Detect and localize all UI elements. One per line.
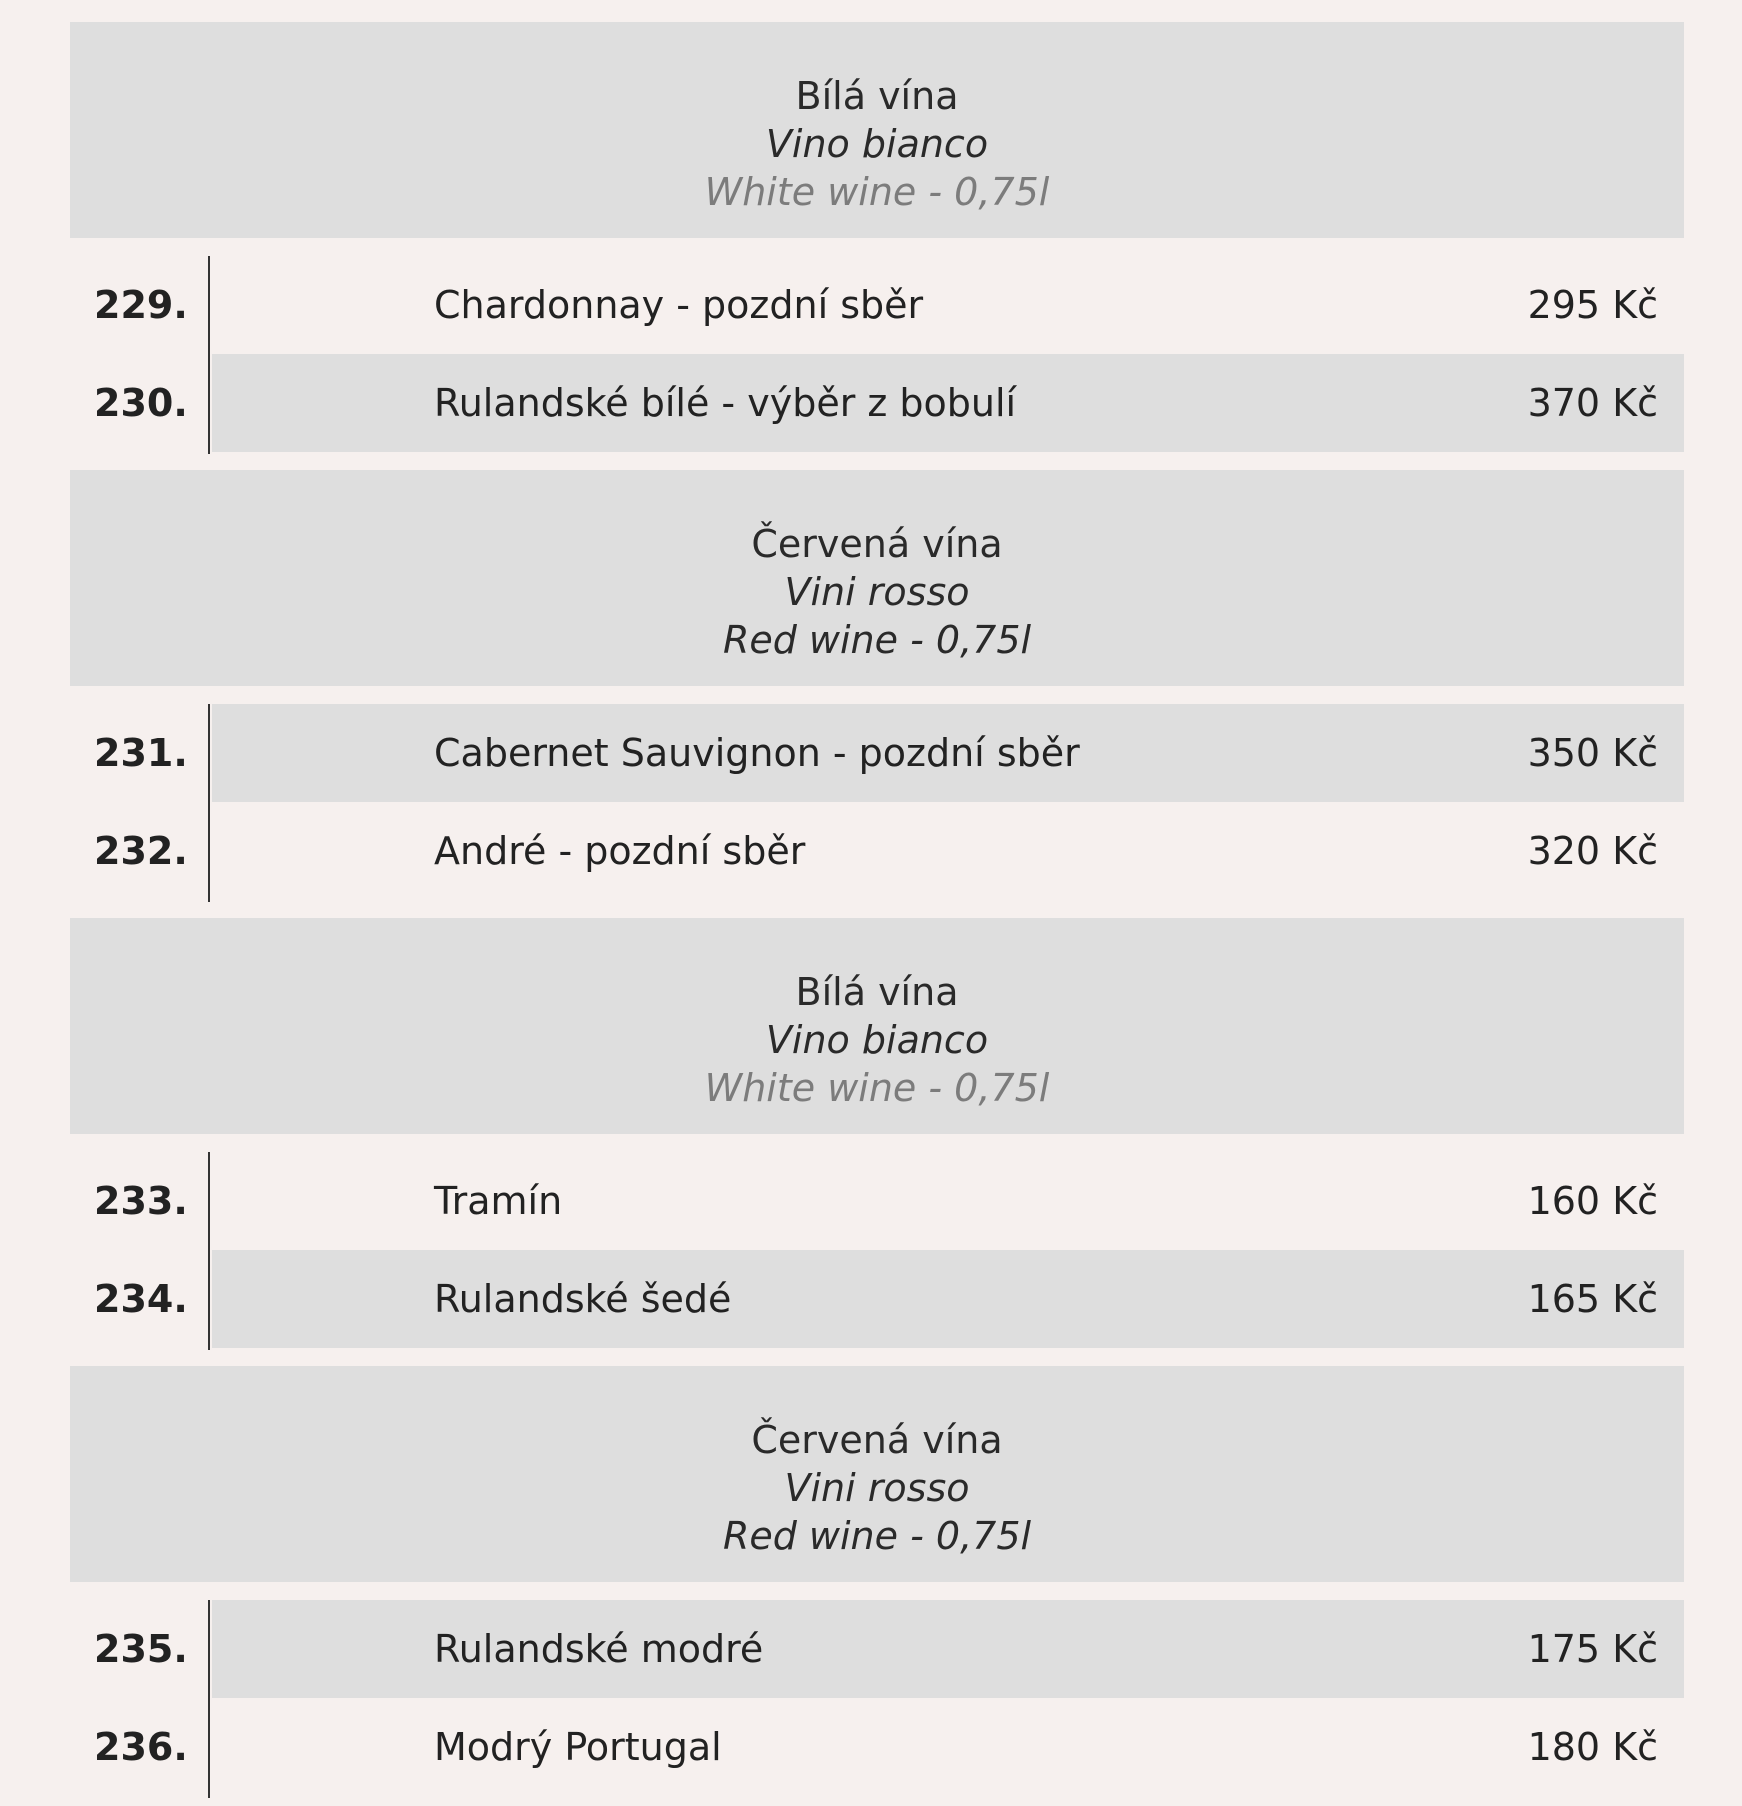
row-band: [212, 1250, 1684, 1348]
menu-item: [70, 802, 1684, 900]
item-name: Rulandské modré: [434, 1627, 764, 1671]
section-title-it: Vino bianco: [765, 122, 989, 166]
menu-item: [70, 1152, 1684, 1250]
menu-item: [70, 354, 1684, 452]
section-title-it: Vini rosso: [784, 1466, 970, 1510]
item-name: Rulandské bílé - výběr z bobulí: [434, 381, 1017, 425]
item-price: 295 Kč: [1527, 283, 1658, 327]
menu-item: [70, 1600, 1684, 1698]
section-title-cz: Bílá vína: [795, 970, 959, 1014]
section-items: [70, 704, 1684, 902]
section-header-red-wine: [70, 470, 1684, 686]
menu-item: [70, 704, 1684, 802]
item-number: 235.: [94, 1627, 188, 1671]
item-name: Cabernet Sauvignon - pozdní sběr: [434, 731, 1080, 775]
item-price: 180 Kč: [1527, 1725, 1658, 1769]
item-price: 350 Kč: [1527, 731, 1658, 775]
item-price: 175 Kč: [1527, 1627, 1658, 1671]
item-number: 236.: [94, 1725, 188, 1769]
item-price: 165 Kč: [1527, 1277, 1658, 1321]
item-name: Rulandské šedé: [434, 1277, 732, 1321]
item-number: 234.: [94, 1277, 188, 1321]
section-header-white-wine: [70, 918, 1684, 1134]
section-title-en: White wine - 0,75l: [704, 1066, 1050, 1110]
item-name: Chardonnay - pozdní sběr: [434, 283, 924, 327]
section-title-cz: Červená vína: [751, 522, 1003, 566]
section-title-cz: Bílá vína: [795, 74, 959, 118]
item-number: 233.: [94, 1179, 188, 1223]
item-number: 230.: [94, 381, 188, 425]
menu-item: [70, 1698, 1684, 1796]
section-title-it: Vino bianco: [765, 1018, 989, 1062]
section-header-white-wine: [70, 22, 1684, 238]
item-price: 160 Kč: [1527, 1179, 1658, 1223]
section-title-en: White wine - 0,75l: [704, 170, 1050, 214]
section-title-it: Vini rosso: [784, 570, 970, 614]
section-items: [70, 1152, 1684, 1350]
section-title-en: Red wine - 0,75l: [722, 1514, 1032, 1558]
section-title-en: Red wine - 0,75l: [722, 618, 1032, 662]
section-items: [70, 1600, 1684, 1798]
item-price: 370 Kč: [1527, 381, 1658, 425]
section-items: [70, 256, 1684, 454]
menu-item: [70, 256, 1684, 354]
item-name: Tramín: [434, 1179, 563, 1223]
item-price: 320 Kč: [1527, 829, 1658, 873]
item-number: 229.: [94, 283, 188, 327]
item-number: 232.: [94, 829, 188, 873]
item-name: André - pozdní sběr: [434, 829, 806, 873]
item-name: Modrý Portugal: [434, 1725, 722, 1769]
row-band: [212, 1600, 1684, 1698]
section-title-cz: Červená vína: [751, 1418, 1003, 1462]
menu-item: [70, 1250, 1684, 1348]
section-header-red-wine: [70, 1366, 1684, 1582]
item-number: 231.: [94, 731, 188, 775]
